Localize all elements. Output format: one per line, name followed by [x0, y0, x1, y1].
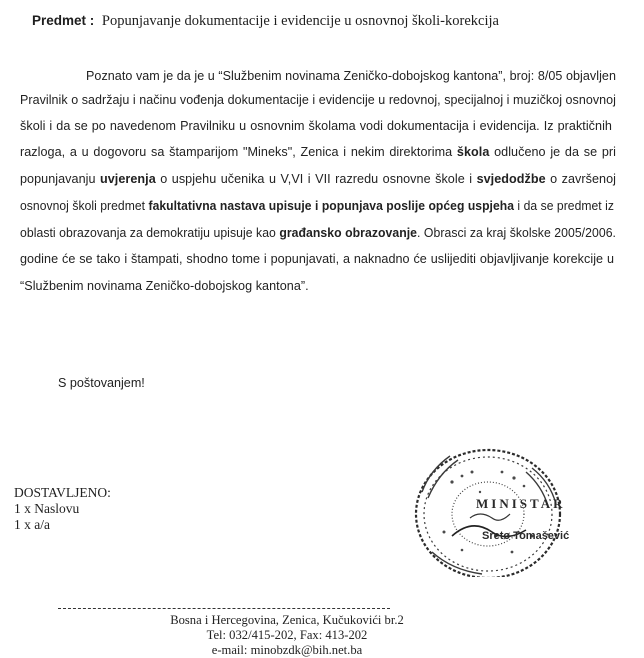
text-run: Poznato vam je da je u “Službenim novinama Zeničko-dobojskog kantona”, broj: 8/05 objavljen — [86, 69, 616, 83]
stamp-word: MINISTAR — [476, 496, 566, 511]
text-run: godine će se tako i štampati, shodno tome i popunjavati, a naknadno će uslijediti objavljivanje korekcije u — [20, 252, 614, 266]
body-text-line — [20, 199, 614, 213]
text-run: i da se predmet iz — [513, 199, 614, 213]
distribution-heading: DOSTAVLJENO: — [14, 485, 111, 500]
text-run: . Obrasci za kraj školske 2005/2006. — [417, 226, 616, 240]
footer-address: Bosna i Hercegovina, Zenica, Kučukovići br.2 — [170, 613, 404, 627]
text-run: popunjavanju — [20, 172, 101, 186]
footer-divider — [58, 608, 390, 609]
text-run: osnovnoj školi predmet — [20, 199, 149, 213]
body-text-line — [20, 93, 616, 107]
bold-phrase: uvjerenja — [100, 172, 156, 186]
bold-phrase: škola — [456, 145, 490, 159]
text-run: oblasti obrazovanja za demokratiju upisuje kao — [20, 226, 280, 240]
greeting: S poštovanjem! — [58, 376, 145, 390]
subject-label: Predmet : — [32, 13, 95, 28]
subject-line — [32, 13, 499, 30]
distribution-item: 1 x Naslovu — [14, 501, 80, 516]
footer-email: e-mail: minobzdk@bih.net.ba — [211, 643, 363, 657]
body-text-line — [86, 69, 616, 83]
body-text-line — [20, 252, 614, 266]
body-text-line — [20, 172, 616, 186]
text-run: o završenoj — [545, 172, 617, 186]
text-run: Pravilnik o sadržaju i načinu vođenja dokumentacije i evidencije u redovnoj, specijalnoj i muzičkoj osnovnoj — [20, 93, 616, 107]
text-run: “Službenim novinama Zeničko-dobojskog kantona”. — [20, 279, 309, 293]
distribution-list — [14, 485, 111, 533]
text-run: školi i da se po navedenom Pravilniku u osnovnim školama vodi dokumentacija i evidencija. Iz praktičnih — [20, 119, 612, 133]
text-run: odlučeno je da se pri — [489, 145, 616, 159]
bold-phrase: građansko obrazovanje — [279, 226, 418, 240]
official-stamp — [392, 432, 572, 577]
body-text-line — [20, 145, 616, 159]
stamp-name: Sretø Tomašević — [482, 530, 570, 542]
subject-text: Popunjavanje dokumentacije i evidencije u osnovnoj školi-korekcija — [101, 13, 499, 29]
footer-phone: Tel: 032/415-202, Fax: 413-202 — [206, 628, 368, 642]
body-text-line — [20, 119, 612, 133]
body-text-line — [20, 279, 309, 293]
text-run: o uspjehu učenika u V,VI i VII razredu osnovne škole i — [155, 172, 477, 186]
distribution-item: 1 x a/a — [14, 517, 50, 532]
text-run: razloga, a u dogovoru sa štamparijom "Mineks", Zenica i nekim direktorima — [20, 145, 457, 159]
bold-phrase: fakultativna nastava upisuje i popunjava poslije općeg uspjeha — [148, 199, 514, 213]
bold-phrase: svjedodžbe — [476, 172, 546, 186]
body-text-line — [20, 226, 616, 240]
